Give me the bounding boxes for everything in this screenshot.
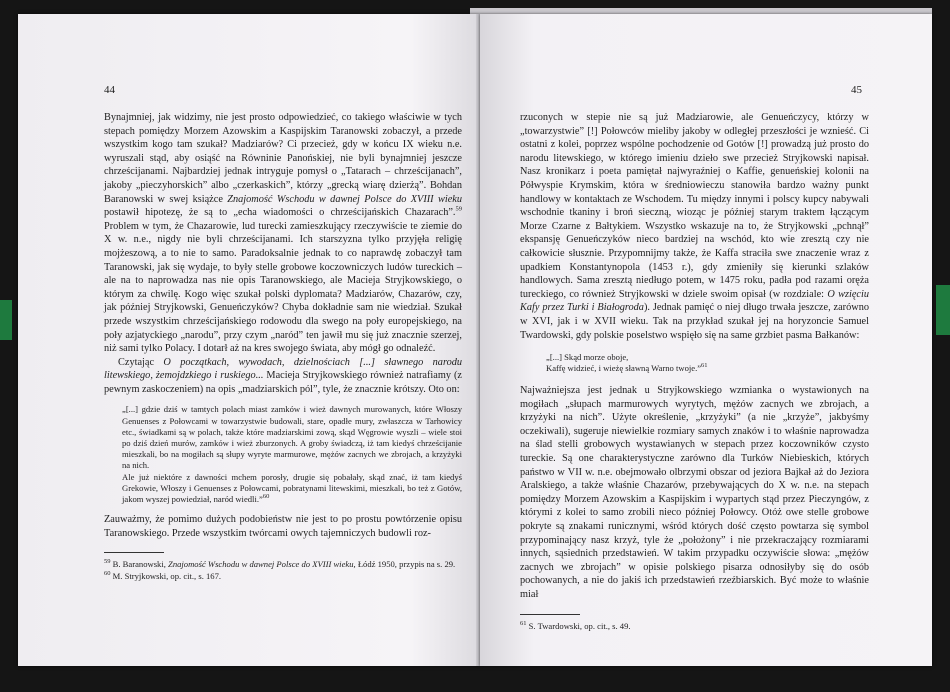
left-page	[18, 14, 480, 666]
footnotes	[520, 621, 869, 632]
footnote: $^{60}$ M. Stryjkowski, op. cit., s. 167.	[104, 570, 222, 581]
right-page	[480, 14, 932, 666]
bookmark-tab-right	[936, 285, 950, 335]
block-quote: „[...] gdzie dziś w tamtych polach miast zamków i wież dawnych murowanych, które Włoszy Genuenses z Połowcami w towarzystwie budowali, stare, opadłe mury, zwłaszcza w Tarhowicy etc., świadkami są w polach, także które madziarskimi zową, skąd Węgrowie wyszli – wiele stoi po dziś dzień murów, zamków i wież zburzonych. A groby świadczą, iż tam kiedyś chrześcijanie mieszkali, bo na mogiłach są słupy wyryte marmurowe, mężów zacnych we zbrojach, a krzyżyki na nich. Ale już niektóre z dawności mchem porosły, drugie się pobałały, skąd znać, iż tam kiedyś Grekowie, Włoszy i Genuenses z Połowcami, pobratynami litewskimi, mieszkali, bo też z Gotów, jakom wyszej powiedział, naród wiedli.”$^{60}$	[122, 404, 462, 505]
paragraph: Bynajmniej, jak widzimy, nie jest prosto odpowiedzieć, co takiego właściwie w tych stepach pomiędzy Morzem Azowskim a Kaspijskim Taranowski zobaczył, a przede wszystkim kogo tam szukał? Madziarów? Ci przecież, gdy w końcu IX wieku n.e. wyruszali stąd, aby osiąść na Równinie Panońskiej, nie byli bynajmniej jeszcze chrześcijanami. Najbardziej jednak intryguje pomysł o „Tatarach – chrześcijanach”, jakoby „pieczyhorskich” albo „czerkaskich”, którzy „grecką wiarę dzierżą”. Bohdan Baranowski w swej książce Znajomość Wschodu w dawnej Polsce do XVIII wieku postawił hipotezę, że są to „echa wiadomości o chrześcijańskich Chazarach”.$^{59}$ Problem w tym, że Chazarowie, lud turecki zamieszkujący rzeczywiście te ziemie do X w. n.e., nigdy nie byli chrześcijanami. Ich starszyzna tylko przyjęła religię mojżeszową, a to nie to samo. Paradoksalnie jednak to co naprawdę zobaczył tam Taranowski, jak się wydaje, to były stelle grobowe koczowniczych ludów tureckich – ale na to naprowadza nas nie opis Taranowskiego, ale Macieja Stryjkowskiego, o którym za chwilę. Kogo więc szukał polski dyplomata? Madziarów, Chazarów, czy, jak później Stryjkowski, Genueńczyków? Chyba dokładnie sam nie wiedział. Szukał przede wszystkim chrześcijańskiego rodowodu dla swego na poły europejskiego, na poły azjatyckiego „narodu”, przy czym „naród” ten jawił mu się już znacznie szerzej, niż sami tylko Polacy. I dotarł aż na kres swojego świata, aby mógł go odnaleźć.	[104, 112, 462, 355]
page-body	[520, 111, 869, 632]
footnotes	[104, 559, 462, 582]
footnote-rule	[104, 552, 164, 553]
verse-quote: „[...] Skąd morze oboje, Kaffę widzieć, i wieżę sławną Warno twoje.”$^{61}$	[546, 352, 708, 374]
bookmark-tab-left	[0, 300, 12, 340]
page-number: 44	[104, 84, 115, 96]
footnote: $^{61}$ S. Twardowski, op. cit., s. 49.	[520, 619, 631, 631]
paragraph: Zauważmy, że pomimo dużych podobieństw nie jest to po prostu powtórzenie opisu Taranowskiego. Przede wszystkim twórcami owych tajemniczych budowli roz-	[104, 514, 462, 539]
footnote-rule	[520, 614, 580, 615]
paragraph: Najważniejsza jest jednak u Stryjkowskiego wzmianka o wystawionych na mogiłach „słupach marmurowych wyrytych, mężów zacnych we zbrojach, a krzyżyki na nich”. Użyte określenie, „krzyżyki” (a nie „krzyże”, jakbyśmy oczekiwali), sugeruje niewielkie rozmiary samych znaków i to właśnie naprowadza na ślad stelli grobowych wystawianych w stepach przez koczowników czysto tureckie. Są one charakterystyczne zarówno dla Turków Niebieskich, których państwo w VII w. n.e. obejmowało olbrzymi obszar od jeziora Bajkał aż do Jeziora Aralskiego, a także właśnie Chazarów, przebywających do X w. n.e. na stepach pomiędzy Morzem Azowskim a Kaspijskim i wypartych stąd przez Pieczyngów, z którymi z kolei to samo zrobili nieco później Połowcy. Otóż owe stelle grobowe pokryte są znakami runicznymi, wśród których dość często powtarza się symbol przypominający nasz krzyż, tyle że „położony” i nie przekraczający rozmiarami innych, sąsiednich przedstawień. W takim przypadku oczywiście słowa: „mężów zacnych we zbrojach” w opisie polskiego pisarza odnosiłyby się do osób pochowanych, a nie do jakiś ich przedstawień rzeźbiarskich. Być może to właśnie miał	[520, 385, 869, 600]
paragraph: rzuconych w stepie nie są już Madziarowie, ale Genueńczycy, którzy w „towarzystwie” [!] Połowców mieliby jakoby w odległej przeszłości je wznieść. Ci ostatni z kolei, poprzez wspólne pochodzenie od Gotów [!] prowadzą już prosto do narodu litewskiego, w którego imieniu dzieło swe przecież Stryjkowski napisał. Nasz kronikarz i poeta pamiętał najwyraźniej o Kaffie, genueńskiej kolonii na Półwyspie Krymskim, która w średniowieczu stanowiła bardzo ważny punkt handlowy w kontaktach ze Wschodem. Tu między innymi i polscy kupcy nabywali wschodnie tkaniny i broń sieczną, wioząc je później starym traktem łączącym Morze Czarne z Bałtykiem. Wszystko wskazuje na to, że Stryjkowski „pchnął” ekspansję Genueńczyków nieco bardziej na wschód, kto wie zresztą czy nie całkowicie słusznie. Przypomnijmy także, że Kaffa straciła swe znaczenie wraz z upadkiem Konstantynopola (1453 r.), gdy zmieniły się kierunki szlaków handlowych. Sama zresztą niedługo potem, w 1475 roku, padła pod razami oręża tureckiego, co również Stryjkowski w dziele swoim opisał (w rozdziale: O wzięciu Kafy przez Turki i Białogroda). Jednak pamięć o niej długo trwała jeszcze, zarówno w XVI, jak i w XVII wieku. Tak na przykład szukał jej na horyzoncie Samuel Twardowski, gdy polskie poselstwo wspięło się na same grzbiet pasma Bałkanów:	[520, 112, 869, 341]
page-number: 45	[851, 84, 862, 96]
paragraph: Czytając O początkach, wywodach, dzielnościach [...] sławnego narodu litewskiego, żemojdzkiego i ruskiego... Macieja Stryjkowskiego również natrafiamy (z pewnym zaskoczeniem) na opis „madziarskich pól”, tyle, że znacznie krótszy. Oto on:	[104, 356, 463, 395]
footnote: $^{59}$ B. Baranowski, Znajomość Wschodu w dawnej Polsce do XVIII wieku, Łódź 1950, przypis na s. 29.	[104, 558, 456, 570]
page-body	[104, 111, 462, 582]
